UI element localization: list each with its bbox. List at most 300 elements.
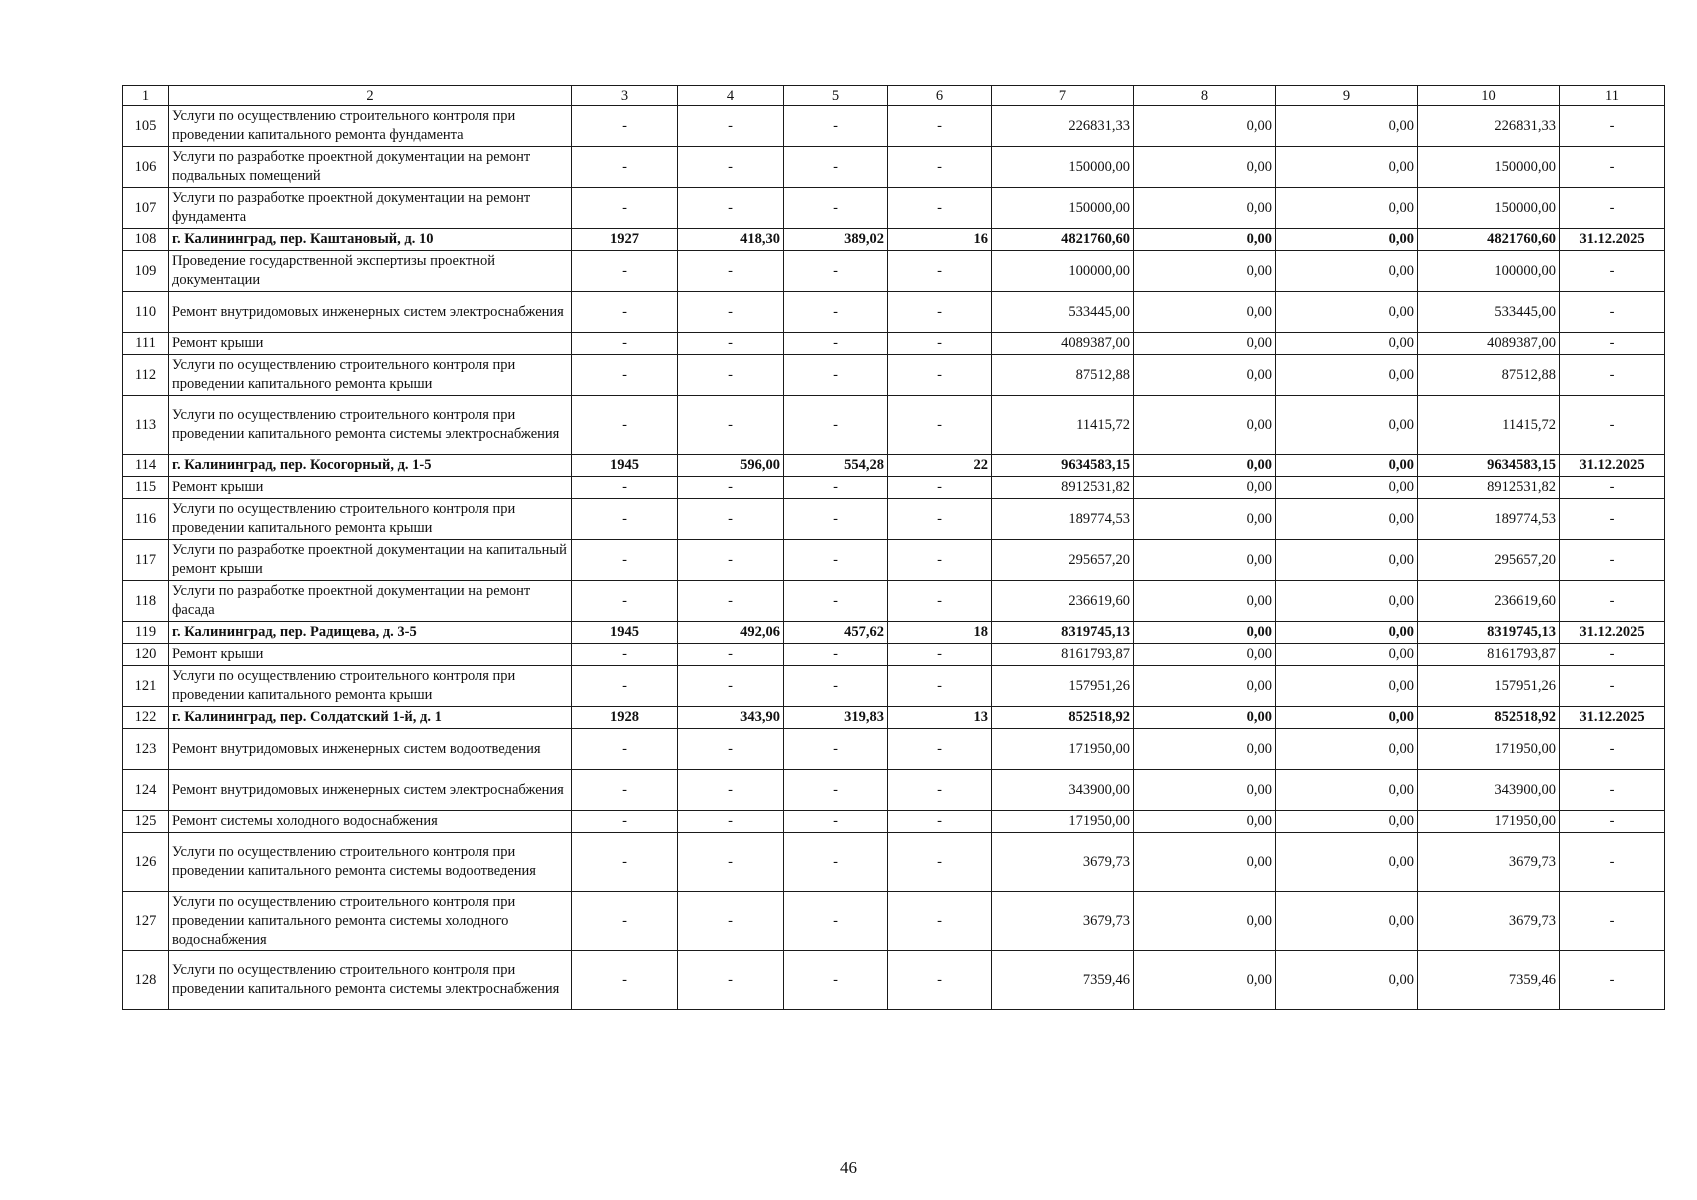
col-4-cell: 492,06: [678, 622, 784, 644]
col-8-cell: 0,00: [1134, 581, 1276, 622]
col-10-cell: 7359,46: [1418, 951, 1560, 1010]
col-11-cell: -: [1560, 729, 1665, 770]
row-number-cell: 109: [123, 251, 169, 292]
col-11-cell: -: [1560, 770, 1665, 811]
col-9-cell: 0,00: [1276, 188, 1418, 229]
col-7-cell: 226831,33: [992, 106, 1134, 147]
col-9-cell: 0,00: [1276, 147, 1418, 188]
col-3-cell: 1927: [572, 229, 678, 251]
col-3-cell: 1928: [572, 707, 678, 729]
address-row: [123, 229, 1665, 251]
column-header-5: 5: [784, 86, 888, 106]
col-5-cell: -: [784, 540, 888, 581]
col-3-cell: -: [572, 770, 678, 811]
col-4-cell: -: [678, 833, 784, 892]
col-4-cell: -: [678, 581, 784, 622]
col-6-cell: -: [888, 333, 992, 355]
col-11-cell: -: [1560, 644, 1665, 666]
col-8-cell: 0,00: [1134, 477, 1276, 499]
item-name-cell: Услуги по разработке проектной документации на ремонт подвальных помещений: [169, 147, 572, 188]
row-number-cell: 116: [123, 499, 169, 540]
col-7-cell: 189774,53: [992, 499, 1134, 540]
col-4-cell: -: [678, 644, 784, 666]
col-3-cell: 1945: [572, 622, 678, 644]
col-10-cell: 8319745,13: [1418, 622, 1560, 644]
col-5-cell: -: [784, 770, 888, 811]
item-name-cell: Ремонт системы холодного водоснабжения: [169, 811, 572, 833]
col-7-cell: 343900,00: [992, 770, 1134, 811]
col-8-cell: 0,00: [1134, 499, 1276, 540]
col-9-cell: 0,00: [1276, 499, 1418, 540]
col-5-cell: -: [784, 951, 888, 1010]
item-name-cell: Услуги по разработке проектной документации на ремонт фасада: [169, 581, 572, 622]
col-8-cell: 0,00: [1134, 811, 1276, 833]
item-name-cell: Проведение государственной экспертизы проектной документации: [169, 251, 572, 292]
col-3-cell: -: [572, 106, 678, 147]
table-row: [123, 729, 1665, 770]
col-3-cell: -: [572, 644, 678, 666]
col-7-cell: 236619,60: [992, 581, 1134, 622]
col-3-cell: -: [572, 396, 678, 455]
col-3-cell: -: [572, 581, 678, 622]
col-3-cell: -: [572, 188, 678, 229]
col-11-cell: -: [1560, 811, 1665, 833]
col-6-cell: -: [888, 106, 992, 147]
col-6-cell: -: [888, 811, 992, 833]
row-number-cell: 113: [123, 396, 169, 455]
col-7-cell: 171950,00: [992, 729, 1134, 770]
col-7-cell: 3679,73: [992, 833, 1134, 892]
col-3-cell: -: [572, 477, 678, 499]
row-number-cell: 111: [123, 333, 169, 355]
col-9-cell: 0,00: [1276, 811, 1418, 833]
col-9-cell: 0,00: [1276, 455, 1418, 477]
column-header-4: 4: [678, 86, 784, 106]
col-8-cell: 0,00: [1134, 951, 1276, 1010]
col-4-cell: -: [678, 951, 784, 1010]
address-row: [123, 455, 1665, 477]
item-name-cell: г. Калининград, пер. Каштановый, д. 10: [169, 229, 572, 251]
item-name-cell: Ремонт внутридомовых инженерных систем водоотведения: [169, 729, 572, 770]
col-11-cell: -: [1560, 251, 1665, 292]
col-7-cell: 150000,00: [992, 188, 1134, 229]
col-3-cell: -: [572, 833, 678, 892]
address-row: [123, 707, 1665, 729]
col-3-cell: -: [572, 147, 678, 188]
col-9-cell: 0,00: [1276, 229, 1418, 251]
row-number-cell: 123: [123, 729, 169, 770]
row-number-cell: 115: [123, 477, 169, 499]
col-6-cell: -: [888, 396, 992, 455]
col-7-cell: 11415,72: [992, 396, 1134, 455]
item-name-cell: Ремонт крыши: [169, 644, 572, 666]
table-row: [123, 644, 1665, 666]
column-number-header-row: [123, 86, 1665, 106]
item-name-cell: Услуги по осуществлению строительного контроля при проведении капитального ремонта крыши: [169, 499, 572, 540]
col-3-cell: -: [572, 892, 678, 951]
col-9-cell: 0,00: [1276, 729, 1418, 770]
col-6-cell: 16: [888, 229, 992, 251]
row-number-cell: 114: [123, 455, 169, 477]
col-10-cell: 171950,00: [1418, 729, 1560, 770]
col-7-cell: 7359,46: [992, 951, 1134, 1010]
col-6-cell: -: [888, 581, 992, 622]
page-number: 46: [840, 1158, 857, 1177]
row-number-cell: 107: [123, 188, 169, 229]
row-number-cell: 112: [123, 355, 169, 396]
col-10-cell: 157951,26: [1418, 666, 1560, 707]
col-8-cell: 0,00: [1134, 644, 1276, 666]
col-10-cell: 3679,73: [1418, 892, 1560, 951]
col-4-cell: -: [678, 540, 784, 581]
col-8-cell: 0,00: [1134, 188, 1276, 229]
col-6-cell: -: [888, 666, 992, 707]
column-header-8: 8: [1134, 86, 1276, 106]
table-row: [123, 770, 1665, 811]
col-7-cell: 9634583,15: [992, 455, 1134, 477]
col-5-cell: -: [784, 147, 888, 188]
col-10-cell: 4821760,60: [1418, 229, 1560, 251]
col-5-cell: -: [784, 644, 888, 666]
item-name-cell: Ремонт внутридомовых инженерных систем электроснабжения: [169, 770, 572, 811]
col-4-cell: 418,30: [678, 229, 784, 251]
col-8-cell: 0,00: [1134, 251, 1276, 292]
col-7-cell: 100000,00: [992, 251, 1134, 292]
col-4-cell: -: [678, 477, 784, 499]
row-number-cell: 121: [123, 666, 169, 707]
table-row: [123, 811, 1665, 833]
col-10-cell: 8912531,82: [1418, 477, 1560, 499]
col-8-cell: 0,00: [1134, 292, 1276, 333]
col-11-cell: -: [1560, 540, 1665, 581]
col-10-cell: 226831,33: [1418, 106, 1560, 147]
col-3-cell: -: [572, 292, 678, 333]
col-5-cell: -: [784, 666, 888, 707]
item-name-cell: Услуги по осуществлению строительного контроля при проведении капитального ремонта системы электроснабжения: [169, 396, 572, 455]
table-row: [123, 833, 1665, 892]
col-5-cell: -: [784, 811, 888, 833]
table-row: [123, 581, 1665, 622]
col-9-cell: 0,00: [1276, 355, 1418, 396]
col-11-cell: -: [1560, 477, 1665, 499]
col-10-cell: 87512,88: [1418, 355, 1560, 396]
col-3-cell: -: [572, 729, 678, 770]
table-row: [123, 188, 1665, 229]
item-name-cell: г. Калининград, пер. Косогорный, д. 1-5: [169, 455, 572, 477]
col-10-cell: 100000,00: [1418, 251, 1560, 292]
col-4-cell: -: [678, 106, 784, 147]
col-5-cell: -: [784, 729, 888, 770]
col-6-cell: -: [888, 292, 992, 333]
row-number-cell: 127: [123, 892, 169, 951]
col-3-cell: 1945: [572, 455, 678, 477]
col-11-cell: -: [1560, 396, 1665, 455]
item-name-cell: Услуги по осуществлению строительного контроля при проведении капитального ремонта системы водоотведения: [169, 833, 572, 892]
col-9-cell: 0,00: [1276, 396, 1418, 455]
col-9-cell: 0,00: [1276, 707, 1418, 729]
item-name-cell: Услуги по осуществлению строительного контроля при проведении капитального ремонта системы электроснабжения: [169, 951, 572, 1010]
col-8-cell: 0,00: [1134, 622, 1276, 644]
col-7-cell: 8912531,82: [992, 477, 1134, 499]
col-11-cell: -: [1560, 106, 1665, 147]
col-8-cell: 0,00: [1134, 770, 1276, 811]
col-7-cell: 171950,00: [992, 811, 1134, 833]
col-11-cell: 31.12.2025: [1560, 707, 1665, 729]
col-10-cell: 236619,60: [1418, 581, 1560, 622]
col-7-cell: 4089387,00: [992, 333, 1134, 355]
table-row: [123, 147, 1665, 188]
col-4-cell: -: [678, 729, 784, 770]
col-8-cell: 0,00: [1134, 333, 1276, 355]
col-4-cell: -: [678, 499, 784, 540]
column-header-7: 7: [992, 86, 1134, 106]
row-number-cell: 120: [123, 644, 169, 666]
col-5-cell: -: [784, 355, 888, 396]
table-row: [123, 106, 1665, 147]
col-11-cell: -: [1560, 666, 1665, 707]
table-row: [123, 540, 1665, 581]
table-row: [123, 892, 1665, 951]
col-11-cell: -: [1560, 833, 1665, 892]
col-10-cell: 189774,53: [1418, 499, 1560, 540]
item-name-cell: Услуги по осуществлению строительного контроля при проведении капитального ремонта крыши: [169, 355, 572, 396]
col-11-cell: -: [1560, 892, 1665, 951]
col-11-cell: -: [1560, 147, 1665, 188]
col-11-cell: 31.12.2025: [1560, 622, 1665, 644]
col-9-cell: 0,00: [1276, 833, 1418, 892]
row-number-cell: 119: [123, 622, 169, 644]
col-9-cell: 0,00: [1276, 622, 1418, 644]
col-9-cell: 0,00: [1276, 770, 1418, 811]
table-body: [123, 106, 1665, 1010]
col-4-cell: -: [678, 811, 784, 833]
row-number-cell: 105: [123, 106, 169, 147]
col-6-cell: -: [888, 729, 992, 770]
col-5-cell: -: [784, 477, 888, 499]
col-11-cell: 31.12.2025: [1560, 455, 1665, 477]
col-5-cell: -: [784, 892, 888, 951]
row-number-cell: 108: [123, 229, 169, 251]
col-7-cell: 157951,26: [992, 666, 1134, 707]
col-3-cell: -: [572, 251, 678, 292]
col-6-cell: -: [888, 499, 992, 540]
col-8-cell: 0,00: [1134, 106, 1276, 147]
col-5-cell: 319,83: [784, 707, 888, 729]
col-10-cell: 8161793,87: [1418, 644, 1560, 666]
col-5-cell: 554,28: [784, 455, 888, 477]
col-7-cell: 852518,92: [992, 707, 1134, 729]
col-5-cell: -: [784, 396, 888, 455]
col-5-cell: -: [784, 581, 888, 622]
col-10-cell: 343900,00: [1418, 770, 1560, 811]
item-name-cell: г. Калининград, пер. Радищева, д. 3-5: [169, 622, 572, 644]
col-10-cell: 11415,72: [1418, 396, 1560, 455]
col-6-cell: -: [888, 644, 992, 666]
col-6-cell: -: [888, 477, 992, 499]
col-6-cell: -: [888, 833, 992, 892]
col-8-cell: 0,00: [1134, 707, 1276, 729]
table-row: [123, 499, 1665, 540]
col-7-cell: 295657,20: [992, 540, 1134, 581]
row-number-cell: 106: [123, 147, 169, 188]
col-6-cell: -: [888, 251, 992, 292]
col-11-cell: -: [1560, 292, 1665, 333]
table-row: [123, 951, 1665, 1010]
col-3-cell: -: [572, 951, 678, 1010]
address-row: [123, 622, 1665, 644]
col-10-cell: 4089387,00: [1418, 333, 1560, 355]
column-header-6: 6: [888, 86, 992, 106]
col-3-cell: -: [572, 333, 678, 355]
col-7-cell: 150000,00: [992, 147, 1134, 188]
col-7-cell: 8319745,13: [992, 622, 1134, 644]
item-name-cell: г. Калининград, пер. Солдатский 1-й, д. 1: [169, 707, 572, 729]
col-7-cell: 87512,88: [992, 355, 1134, 396]
col-11-cell: -: [1560, 581, 1665, 622]
col-10-cell: 150000,00: [1418, 147, 1560, 188]
col-4-cell: -: [678, 396, 784, 455]
col-6-cell: -: [888, 770, 992, 811]
col-7-cell: 8161793,87: [992, 644, 1134, 666]
col-8-cell: 0,00: [1134, 455, 1276, 477]
col-10-cell: 171950,00: [1418, 811, 1560, 833]
col-11-cell: 31.12.2025: [1560, 229, 1665, 251]
item-name-cell: Ремонт крыши: [169, 477, 572, 499]
item-name-cell: Услуги по осуществлению строительного контроля при проведении капитального ремонта фундамента: [169, 106, 572, 147]
col-5-cell: -: [784, 292, 888, 333]
col-6-cell: -: [888, 188, 992, 229]
table-row: [123, 333, 1665, 355]
col-6-cell: -: [888, 355, 992, 396]
row-number-cell: 117: [123, 540, 169, 581]
col-7-cell: 4821760,60: [992, 229, 1134, 251]
col-4-cell: -: [678, 666, 784, 707]
column-header-1: 1: [123, 86, 169, 106]
col-4-cell: -: [678, 147, 784, 188]
col-10-cell: 3679,73: [1418, 833, 1560, 892]
item-name-cell: Услуги по разработке проектной документации на капитальный ремонт крыши: [169, 540, 572, 581]
col-9-cell: 0,00: [1276, 540, 1418, 581]
col-9-cell: 0,00: [1276, 892, 1418, 951]
col-10-cell: 150000,00: [1418, 188, 1560, 229]
col-8-cell: 0,00: [1134, 729, 1276, 770]
table-row: [123, 666, 1665, 707]
col-7-cell: 3679,73: [992, 892, 1134, 951]
table-row: [123, 292, 1665, 333]
col-4-cell: 343,90: [678, 707, 784, 729]
column-header-9: 9: [1276, 86, 1418, 106]
col-5-cell: -: [784, 251, 888, 292]
row-number-cell: 126: [123, 833, 169, 892]
col-5-cell: -: [784, 499, 888, 540]
item-name-cell: Услуги по разработке проектной документации на ремонт фундамента: [169, 188, 572, 229]
col-11-cell: -: [1560, 355, 1665, 396]
capital-repair-table: [122, 85, 1665, 1010]
col-4-cell: -: [678, 188, 784, 229]
col-4-cell: -: [678, 292, 784, 333]
col-9-cell: 0,00: [1276, 106, 1418, 147]
col-11-cell: -: [1560, 951, 1665, 1010]
row-number-cell: 128: [123, 951, 169, 1010]
col-8-cell: 0,00: [1134, 396, 1276, 455]
col-6-cell: -: [888, 951, 992, 1010]
col-5-cell: -: [784, 833, 888, 892]
col-4-cell: -: [678, 770, 784, 811]
col-5-cell: 389,02: [784, 229, 888, 251]
col-10-cell: 9634583,15: [1418, 455, 1560, 477]
col-6-cell: 18: [888, 622, 992, 644]
row-number-cell: 124: [123, 770, 169, 811]
col-10-cell: 852518,92: [1418, 707, 1560, 729]
col-5-cell: 457,62: [784, 622, 888, 644]
column-header-2: 2: [169, 86, 572, 106]
col-5-cell: -: [784, 106, 888, 147]
col-8-cell: 0,00: [1134, 892, 1276, 951]
col-8-cell: 0,00: [1134, 540, 1276, 581]
col-5-cell: -: [784, 188, 888, 229]
col-8-cell: 0,00: [1134, 147, 1276, 188]
col-9-cell: 0,00: [1276, 292, 1418, 333]
row-number-cell: 122: [123, 707, 169, 729]
col-9-cell: 0,00: [1276, 951, 1418, 1010]
col-8-cell: 0,00: [1134, 833, 1276, 892]
col-6-cell: -: [888, 892, 992, 951]
col-11-cell: -: [1560, 188, 1665, 229]
col-8-cell: 0,00: [1134, 355, 1276, 396]
table-row: [123, 251, 1665, 292]
row-number-cell: 110: [123, 292, 169, 333]
col-3-cell: -: [572, 540, 678, 581]
column-header-10: 10: [1418, 86, 1560, 106]
column-header-11: 11: [1560, 86, 1665, 106]
col-9-cell: 0,00: [1276, 333, 1418, 355]
col-4-cell: -: [678, 333, 784, 355]
item-name-cell: Услуги по осуществлению строительного контроля при проведении капитального ремонта системы холодного водоснабжения: [169, 892, 572, 951]
col-9-cell: 0,00: [1276, 581, 1418, 622]
col-4-cell: 596,00: [678, 455, 784, 477]
item-name-cell: Ремонт крыши: [169, 333, 572, 355]
col-11-cell: -: [1560, 499, 1665, 540]
col-11-cell: -: [1560, 333, 1665, 355]
table-row: [123, 477, 1665, 499]
col-4-cell: -: [678, 355, 784, 396]
col-3-cell: -: [572, 666, 678, 707]
row-number-cell: 118: [123, 581, 169, 622]
col-7-cell: 533445,00: [992, 292, 1134, 333]
item-name-cell: Услуги по осуществлению строительного контроля при проведении капитального ремонта крыши: [169, 666, 572, 707]
col-3-cell: -: [572, 499, 678, 540]
col-6-cell: -: [888, 540, 992, 581]
col-9-cell: 0,00: [1276, 666, 1418, 707]
table-row: [123, 396, 1665, 455]
col-6-cell: 22: [888, 455, 992, 477]
table-row: [123, 355, 1665, 396]
col-10-cell: 295657,20: [1418, 540, 1560, 581]
col-9-cell: 0,00: [1276, 477, 1418, 499]
col-10-cell: 533445,00: [1418, 292, 1560, 333]
row-number-cell: 125: [123, 811, 169, 833]
column-header-3: 3: [572, 86, 678, 106]
item-name-cell: Ремонт внутридомовых инженерных систем электроснабжения: [169, 292, 572, 333]
col-3-cell: -: [572, 355, 678, 396]
col-9-cell: 0,00: [1276, 251, 1418, 292]
col-5-cell: -: [784, 333, 888, 355]
col-6-cell: -: [888, 147, 992, 188]
col-6-cell: 13: [888, 707, 992, 729]
col-8-cell: 0,00: [1134, 666, 1276, 707]
col-8-cell: 0,00: [1134, 229, 1276, 251]
col-4-cell: -: [678, 251, 784, 292]
